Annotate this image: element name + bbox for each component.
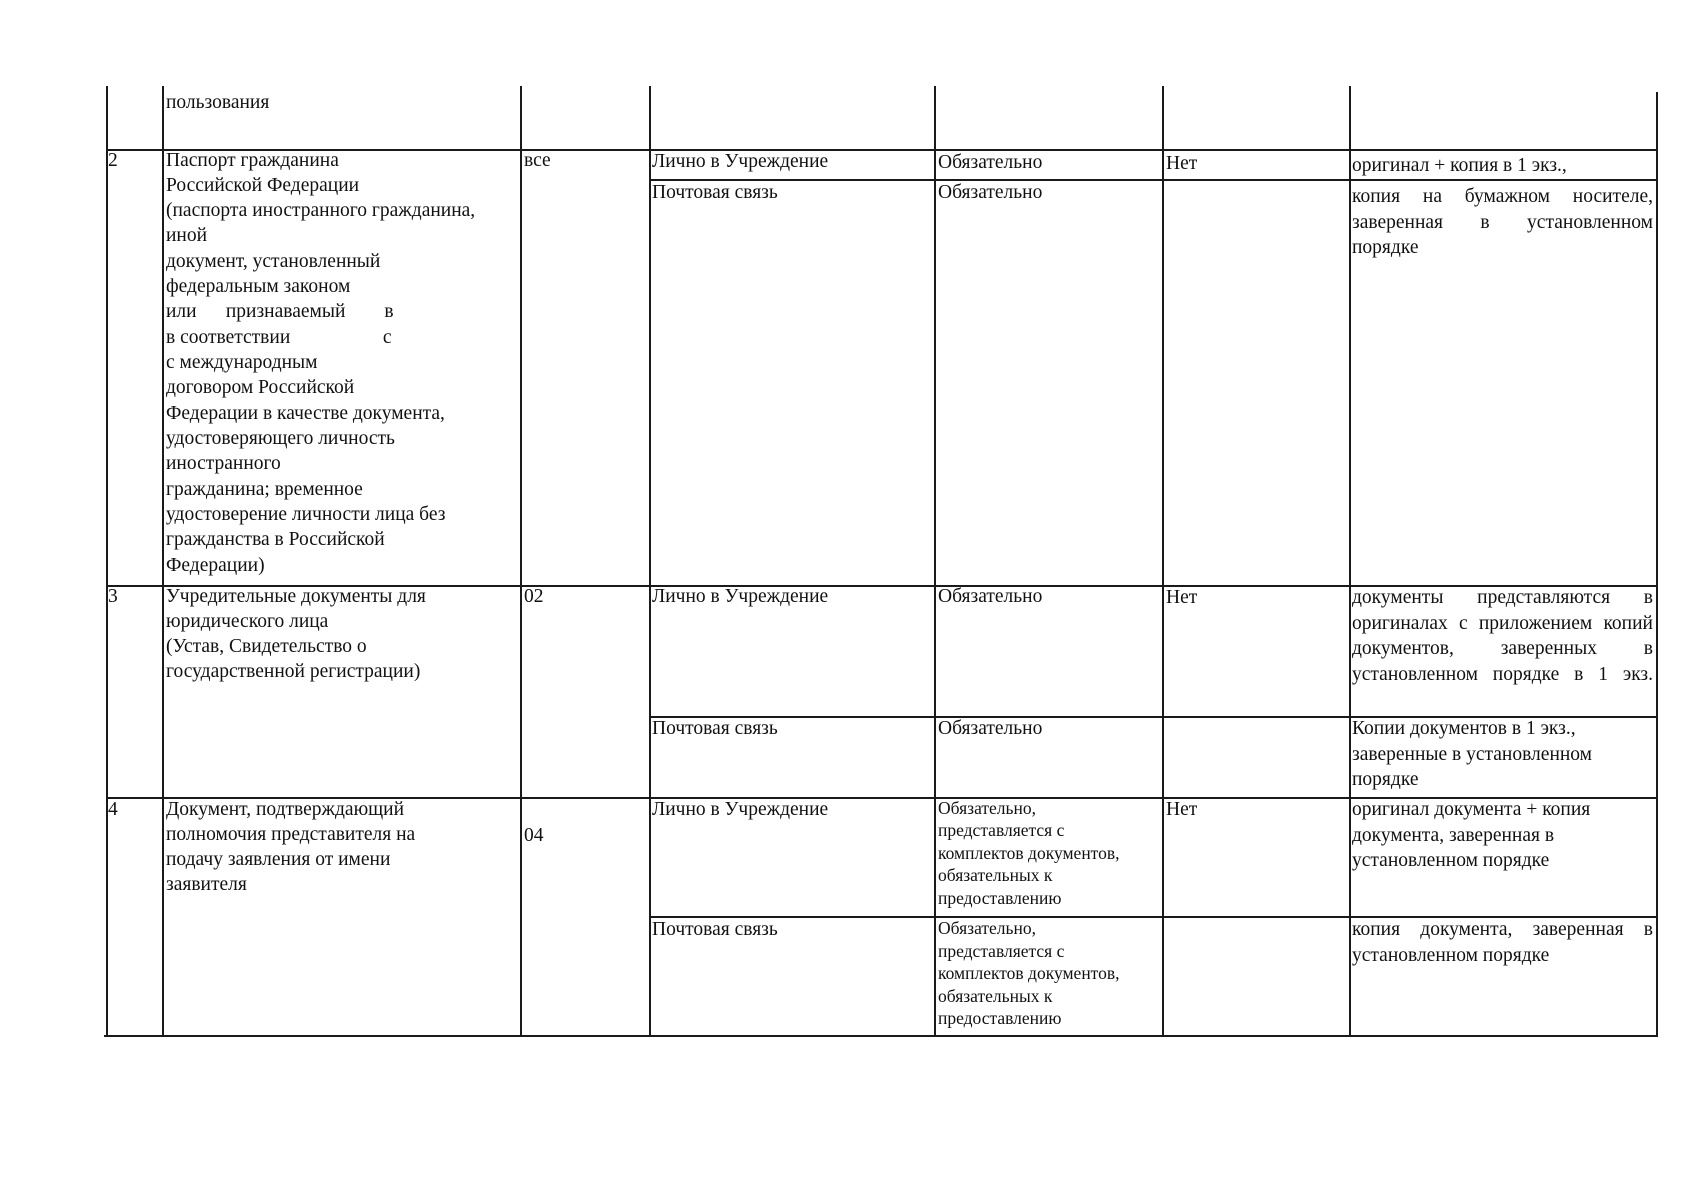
- row4-method-post: Почтовая связь: [652, 919, 778, 940]
- col-divider-5: [1162, 86, 1164, 1036]
- row3-method-personal: Лично в Учреждение: [652, 586, 829, 607]
- row4-requirement-post-line: обязательных к: [938, 986, 1053, 1006]
- row4-number: 4: [108, 799, 118, 820]
- row2-document-name-line: гражданства в Российской: [166, 529, 385, 550]
- row4-form-post: копия документа, заверенная в установленном порядке: [1352, 919, 1653, 966]
- row2-document-name-line: федеральным законом: [166, 276, 351, 297]
- row2-document-name-line: удостоверение личности лица без: [166, 504, 446, 525]
- row4-document-name-line: полномочия представителя на: [166, 824, 416, 845]
- row2-document-name-line: иной: [166, 225, 208, 246]
- row3-document-name-line: государственной регистрации): [166, 661, 421, 682]
- row2-sub-divider: [650, 179, 1658, 181]
- row3-requirement-post: Обязательно: [938, 718, 1043, 739]
- row3-form-personal: документы представляются в оригиналах с приложением копий документов, заверенных в установленном порядке в 1 экз.: [1352, 587, 1653, 685]
- row2-method-personal: Лично в Учреждение: [652, 151, 829, 172]
- row3-document-name-line: (Устав, Свидетельство о: [166, 636, 367, 657]
- row4-requirement-post-line: представляется с: [938, 941, 1065, 961]
- table-bottom-border: [104, 1035, 1658, 1037]
- col-divider-4: [934, 86, 936, 1036]
- row4-requirement-personal-line: предоставлению: [938, 888, 1062, 908]
- row2-document-name-line: гражданина; временное: [166, 479, 363, 500]
- row2-requirement-personal: Обязательно: [938, 152, 1043, 173]
- row2-document-name-line: удостоверяющего личность: [166, 428, 395, 449]
- row4-interdepartmental-flag: Нет: [1166, 799, 1198, 820]
- row2-document-name-line: или признаваемый в: [166, 301, 394, 322]
- row4-document-name-line: Документ, подтверждающий: [166, 799, 405, 820]
- row3-interdepartmental-flag: Нет: [1166, 587, 1198, 608]
- row2-document-name-line: Федерации): [166, 555, 265, 576]
- col-divider-6: [1349, 86, 1351, 1036]
- row4-requirement-post-line: комплектов документов,: [938, 963, 1120, 983]
- row4-requirement-personal-line: Обязательно,: [938, 798, 1037, 818]
- row2-applicant-category: все: [524, 150, 551, 171]
- row-divider-1-2: [108, 149, 1658, 151]
- row2-method-post: Почтовая связь: [652, 182, 778, 203]
- row4-requirement-personal-line: обязательных к: [938, 865, 1053, 885]
- row4-requirement-personal-line: комплектов документов,: [938, 843, 1120, 863]
- row4-requirement-personal-line: представляется с: [938, 820, 1065, 840]
- row2-document-name-line: документ, установленный: [166, 251, 381, 272]
- row2-document-name-line: Российской Федерации: [166, 175, 360, 196]
- row3-requirement-personal: Обязательно: [938, 586, 1043, 607]
- row3-document-name-line: юридического лица: [166, 611, 329, 632]
- row2-form-post: копия на бумажном носителе, заверенная в установленном порядке: [1352, 186, 1653, 258]
- row4-requirement-post-line: Обязательно,: [938, 918, 1037, 938]
- row3-number: 3: [108, 586, 118, 607]
- row3-method-post: Почтовая связь: [652, 718, 778, 739]
- table-right-border: [1656, 92, 1658, 1036]
- row2-document-name-line: договором Российской: [166, 377, 355, 398]
- row3-form-post: Копии документов в 1 экз., заверенные в установленном порядке: [1352, 718, 1593, 790]
- row2-document-name-line: с международным: [166, 352, 318, 373]
- row4-method-personal: Лично в Учреждение: [652, 799, 829, 820]
- row4-form-personal: оригинал документа + копия документа, заверенная в установленном порядке: [1352, 799, 1591, 871]
- row3-document-name-line: Учредительные документы для: [166, 586, 426, 607]
- row2-requirement-post: Обязательно: [938, 182, 1043, 203]
- row1-document-name: пользования: [166, 92, 270, 113]
- row3-applicant-category: 02: [524, 586, 544, 607]
- row2-document-name-line: в соответствии с: [166, 327, 392, 348]
- row2-number: 2: [108, 150, 118, 171]
- col-divider-3: [649, 86, 651, 1036]
- row4-document-name-line: подачу заявления от имени: [166, 849, 391, 870]
- row2-document-name-line: (паспорта иностранного гражданина,: [166, 200, 476, 221]
- row4-document-name-line: заявителя: [166, 874, 247, 895]
- row2-interdepartmental-flag: Нет: [1166, 153, 1198, 174]
- col-divider-2: [520, 86, 522, 1036]
- row2-document-name-line: иностранного: [166, 453, 281, 474]
- table-left-border: [106, 86, 108, 1036]
- row2-form-personal: оригинал + копия в 1 экз.,: [1352, 155, 1567, 176]
- col-divider-1: [162, 86, 164, 1036]
- row4-requirement-post-line: предоставлению: [938, 1008, 1062, 1028]
- row2-document-name-line: Паспорт гражданина: [166, 150, 339, 171]
- row2-document-name-line: Федерации в качестве документа,: [166, 403, 445, 424]
- row4-applicant-category: 04: [524, 825, 544, 846]
